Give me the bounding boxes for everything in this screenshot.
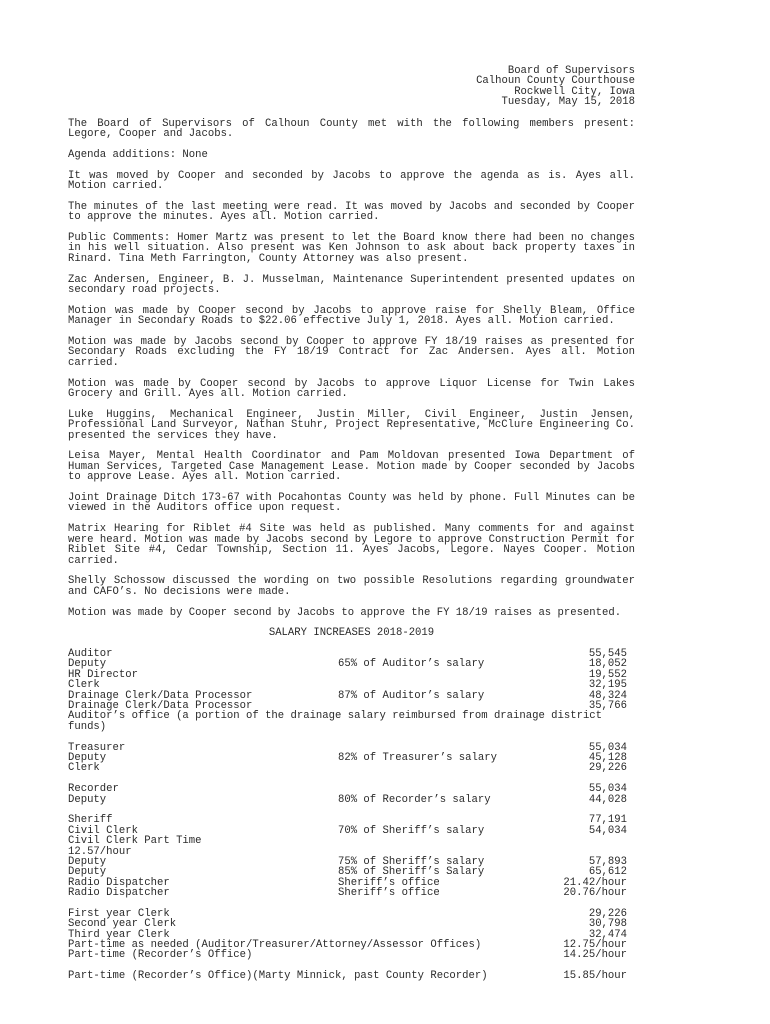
salary-position: Radio Dispatcher <box>68 887 170 900</box>
salary-amount: 29,226 <box>588 762 627 775</box>
salary-note: 87% of Auditor’s salary <box>338 689 485 702</box>
salary-position: Treasurer <box>68 741 126 754</box>
minutes-paragraph: It was moved by Cooper and seconded by Jacobs to approve the agenda as is. Ayes all. Motion carried. <box>68 169 635 193</box>
salary-note: 85% of Sheriff’s Salary <box>338 866 485 879</box>
salary-amount: 20.76/hour <box>563 887 627 900</box>
salary-group <box>68 909 635 961</box>
header-line-courthouse: Calhoun County Courthouse <box>476 75 635 88</box>
salary-position: Deputy <box>68 752 107 765</box>
minutes-paragraph: Leisa Mayer, Mental Health Coordinator and Pam Moldovan presented Iowa Department of Human Services, Targeted Case Management Lease. Motion made by Cooper seconded by Jacobs to approve Lease. Ayes all. Motion carried. <box>68 450 635 484</box>
salary-amount: 57,893 <box>588 855 627 868</box>
minutes-paragraph: Luke Huggins, Mechanical Engineer, Justin Miller, Civil Engineer, Justin Jensen, Professional Land Surveyor, Nathan Stuhr, Project Representative, McClure Engineering Co. presented the services they have. <box>68 408 635 442</box>
salary-position: Radio Dispatcher <box>68 876 170 889</box>
salary-position: Civil Clerk Part Time <box>68 835 202 848</box>
minutes-paragraph: Shelly Schossow discussed the wording on two possible Resolutions regarding groundwater and CAFO’s. No decisions were made. <box>68 575 635 598</box>
document-page <box>68 66 635 992</box>
salary-position: Deputy <box>68 866 107 879</box>
salary-amount: 30,798 <box>588 918 627 931</box>
salary-row <box>68 971 635 981</box>
salary-row <box>68 950 635 960</box>
minutes-paragraph: Motion was made by Cooper second by Jacobs to approve raise for Shelly Bleam, Office Manager in Secondary Roads to $22.06 effective July 1, 2018. Ayes all. Motion carried. <box>68 304 635 328</box>
salary-group <box>68 649 635 732</box>
salary-position: Part-time as needed (Auditor/Treasurer/Attorney/Assessor Offices) <box>68 939 482 952</box>
minutes-paragraph: Joint Drainage Ditch 173-67 with Pocahontas County was held by phone. Full Minutes can be viewed in the Auditors office upon request. <box>68 492 635 515</box>
salary-amount: 45,128 <box>588 752 627 765</box>
salary-amount: 14.25/hour <box>563 949 627 962</box>
salary-position: Deputy <box>68 658 107 671</box>
salary-note: 65% of Auditor’s salary <box>338 658 485 671</box>
minutes-paragraph: The Board of Supervisors of Calhoun County met with the following members present: Legore, Cooper and Jacobs. <box>68 117 635 141</box>
salary-note: 80% of Recorder’s salary <box>338 793 491 806</box>
salary-amount: 55,545 <box>588 648 627 661</box>
salary-footnote: Auditor’s office (a portion of the drainage salary reimbursed from drainage district funds) <box>68 710 603 733</box>
minutes-paragraph: Motion was made by Cooper second by Jacobs to approve the FY 18/19 raises as presented. <box>68 606 622 619</box>
salary-position: Deputy <box>68 793 107 806</box>
salary-group <box>68 815 635 898</box>
salary-table <box>68 649 635 982</box>
salary-amount: 29,226 <box>588 907 627 920</box>
minutes-body <box>68 119 635 618</box>
salary-amount: 19,552 <box>588 668 627 681</box>
salary-position: Drainage Clerk/Data Processor <box>68 689 253 702</box>
minutes-paragraph: Agenda additions: None <box>68 148 208 161</box>
salary-position: Deputy <box>68 855 107 868</box>
salary-position: Second year Clerk <box>68 918 177 931</box>
salary-position: Civil Clerk <box>68 824 138 837</box>
header-line-city: Rockwell City, Iowa <box>514 85 635 98</box>
salary-position: Part-time (Recorder’s Office) <box>68 949 253 962</box>
salary-amount: 44,028 <box>588 793 627 806</box>
salary-amount: 18,052 <box>588 658 627 671</box>
salary-amount: 21.42/hour <box>563 876 627 889</box>
salary-row <box>68 659 635 669</box>
salary-position: Clerk <box>68 762 100 775</box>
salary-row <box>68 701 635 711</box>
minutes-paragraph: Motion was made by Cooper second by Jacobs to approve Liquor License for Twin Lakes Grocery and Grill. Ayes all. Motion carried. <box>68 377 635 401</box>
minutes-paragraph: Motion was made by Jacobs second by Cooper to approve FY 18/19 raises as presented for Secondary Roads excluding the FY 18/19 Contract for Zac Andersen. Ayes all. Motion carried. <box>68 336 635 369</box>
salary-position: Sheriff <box>68 814 113 827</box>
salary-position: Part-time (Recorder’s Office)(Marty Minnick, past County Recorder) <box>68 970 488 983</box>
salary-position: Drainage Clerk/Data Processor <box>68 700 253 713</box>
salary-position: Clerk <box>68 679 100 692</box>
salary-group <box>68 784 635 805</box>
minutes-paragraph: Matrix Hearing for Riblet #4 Site was held as published. Many comments for and against were heard. Motion was made by Jacobs second by Legore to approve Construction Permit for Riblet Site #4, Cedar Township, Section 11. Ayes Jacobs, Legore. Nayes Cooper. Motion carried. <box>68 523 635 567</box>
salary-amount: 32,474 <box>588 928 627 941</box>
minutes-paragraph: Zac Andersen, Engineer, B. J. Musselman, Maintenance Superintendent presented updates on secondary road projects. <box>68 273 635 297</box>
salary-note: Sheriff’s office <box>338 876 440 889</box>
salary-note: Sheriff’s office <box>338 887 440 900</box>
salary-row <box>68 763 635 773</box>
salary-row <box>68 795 635 805</box>
salary-amount: 55,034 <box>588 783 627 796</box>
salary-row <box>68 836 635 846</box>
salary-row <box>68 670 635 680</box>
salary-amount: 32,195 <box>588 679 627 692</box>
salary-position: Third year Clerk <box>68 928 170 941</box>
salary-amount: 48,324 <box>588 689 627 702</box>
salary-row <box>68 753 635 763</box>
salary-position: Recorder <box>68 783 119 796</box>
salary-position: Auditor <box>68 648 113 661</box>
header-line-date: Tuesday, May 15, 2018 <box>501 96 635 109</box>
salary-note: 82% of Treasurer’s salary <box>338 752 497 765</box>
salary-amount: 12.75/hour <box>563 939 627 952</box>
salary-amount: 65,612 <box>588 866 627 879</box>
salary-note: 75% of Sheriff’s salary <box>338 855 485 868</box>
minutes-paragraph: Public Comments: Homer Martz was present to let the Board know there had been no changes in his well situation. Also present was Ken Johnson to ask about back property taxes in Rinard. Tina Meth Farrington, County Attorney was also present. <box>68 232 635 265</box>
salary-table-title: SALARY INCREASES 2018-2019 <box>268 627 435 640</box>
minutes-paragraph: The minutes of the last meeting were read. It was moved by Jacobs and seconded by Cooper to approve the minutes. Ayes all. Motion carried. <box>68 200 635 224</box>
header-line-board: Board of Supervisors <box>507 65 635 77</box>
salary-amount: 54,034 <box>588 824 627 837</box>
salary-position: 12.57/hour <box>68 845 132 858</box>
salary-amount: 55,034 <box>588 741 627 754</box>
salary-group <box>68 971 635 981</box>
salary-note: 70% of Sheriff’s salary <box>338 824 485 837</box>
document-header <box>68 66 635 108</box>
salary-amount: 15.85/hour <box>563 970 627 983</box>
salary-amount: 35,766 <box>588 700 627 713</box>
salary-group <box>68 743 635 774</box>
salary-position: First year Clerk <box>68 907 170 920</box>
salary-position: HR Director <box>68 668 138 681</box>
salary-row <box>68 888 635 898</box>
salary-amount: 77,191 <box>588 814 627 827</box>
